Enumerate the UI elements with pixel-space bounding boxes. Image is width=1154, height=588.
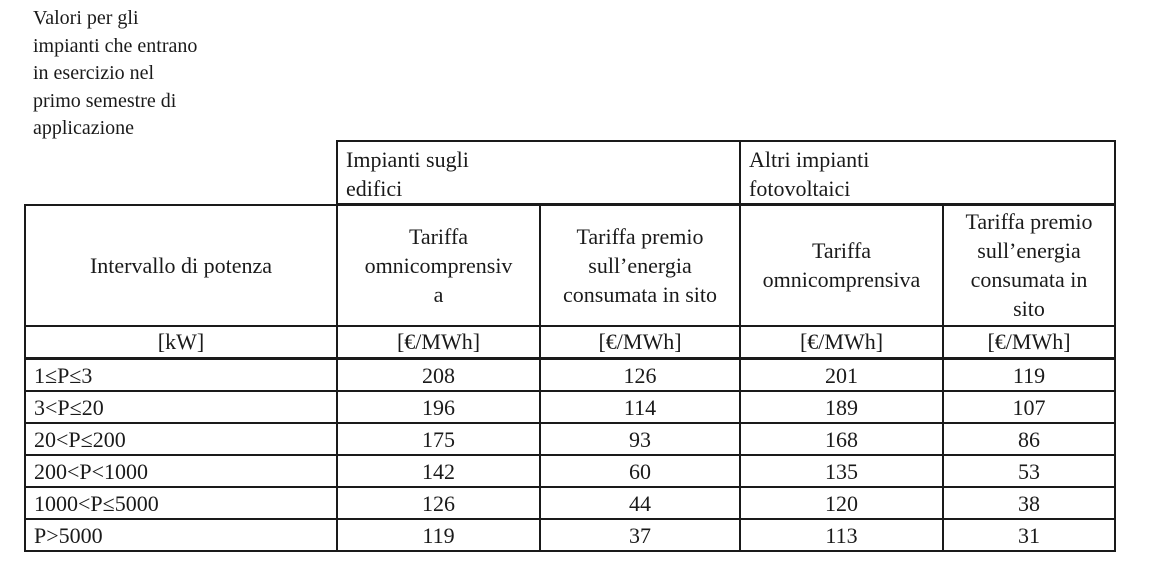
header-line: a — [433, 281, 444, 307]
power-range-cell: 20<P≤200 — [25, 423, 337, 455]
header-power-range: Intervallo di potenza — [25, 205, 337, 326]
group-header-line: Altri impianti — [749, 147, 870, 172]
others-omni-value: 135 — [740, 455, 943, 487]
table-row — [25, 519, 1115, 551]
header-line: Tariffa — [408, 223, 469, 249]
note-line: impianti che entrano — [33, 34, 198, 57]
others-omni-value: 120 — [740, 487, 943, 519]
others-premium-value: 31 — [943, 519, 1115, 551]
header-line: Tariffa premio — [576, 223, 704, 249]
others-premium-value: 38 — [943, 487, 1115, 519]
buildings-omni-value: 119 — [337, 519, 540, 551]
units-row — [25, 326, 1115, 359]
power-range-cell: 3<P≤20 — [25, 391, 337, 423]
empty-corner-cell — [25, 141, 337, 205]
group-header-line: edifici — [346, 176, 403, 201]
group-header-line: fotovoltaici — [749, 176, 851, 201]
header-line: Tariffa premio — [965, 209, 1093, 235]
table-row — [25, 487, 1115, 519]
others-omni-value: 201 — [740, 359, 943, 392]
unit-eur-mwh: [€/MWh] — [943, 326, 1115, 359]
note-line: Valori per gli — [33, 7, 139, 29]
unit-eur-mwh: [€/MWh] — [337, 326, 540, 359]
buildings-omni-value: 175 — [337, 423, 540, 455]
unit-eur-mwh: [€/MWh] — [740, 326, 943, 359]
buildings-premium-value: 44 — [540, 487, 740, 519]
header-buildings-premium-tariff — [540, 205, 740, 326]
buildings-omni-value: 142 — [337, 455, 540, 487]
buildings-omni-value: 196 — [337, 391, 540, 423]
header-others-premium-tariff — [943, 205, 1115, 326]
power-range-cell: 200<P<1000 — [25, 455, 337, 487]
table-row — [25, 423, 1115, 455]
header-line: omnicomprensiva — [762, 267, 921, 293]
others-omni-value: 113 — [740, 519, 943, 551]
group-header-line: Impianti sugli — [346, 147, 469, 172]
header-line: Tariffa — [811, 238, 872, 264]
header-line: sull’energia — [977, 238, 1081, 264]
header-line: sito — [1013, 296, 1045, 322]
note-line: applicazione — [33, 117, 135, 139]
others-omni-value: 189 — [740, 391, 943, 423]
power-range-cell: P>5000 — [25, 519, 337, 551]
others-premium-value: 86 — [943, 423, 1115, 455]
others-premium-value: 107 — [943, 391, 1115, 423]
buildings-premium-value: 37 — [540, 519, 740, 551]
power-range-cell: 1000<P≤5000 — [25, 487, 337, 519]
buildings-premium-value: 60 — [540, 455, 740, 487]
header-line: consumata in — [970, 267, 1088, 293]
tariff-table — [24, 140, 1116, 552]
buildings-omni-value: 126 — [337, 487, 540, 519]
buildings-premium-value: 93 — [540, 423, 740, 455]
table-caption-note — [33, 5, 248, 143]
others-premium-value: 119 — [943, 359, 1115, 392]
table-row — [25, 359, 1115, 392]
others-premium-value: 53 — [943, 455, 1115, 487]
unit-kw: [kW] — [25, 326, 337, 359]
column-header-row — [25, 205, 1115, 326]
buildings-premium-value: 114 — [540, 391, 740, 423]
buildings-premium-value: 126 — [540, 359, 740, 392]
group-header-buildings — [337, 141, 740, 205]
others-omni-value: 168 — [740, 423, 943, 455]
note-line: in esercizio nel — [33, 62, 155, 84]
table-row — [25, 455, 1115, 487]
group-header-row — [25, 141, 1115, 205]
header-buildings-omni-tariff — [337, 205, 540, 326]
group-header-others — [740, 141, 1115, 205]
buildings-omni-value: 208 — [337, 359, 540, 392]
table-row — [25, 391, 1115, 423]
header-line: consumata in sito — [563, 281, 717, 307]
unit-eur-mwh: [€/MWh] — [540, 326, 740, 359]
header-line: omnicomprensiv — [364, 252, 513, 278]
power-range-cell: 1≤P≤3 — [25, 359, 337, 392]
header-others-omni-tariff — [740, 205, 943, 326]
header-line: sull’energia — [588, 252, 692, 278]
note-line: primo semestre di — [33, 89, 177, 112]
